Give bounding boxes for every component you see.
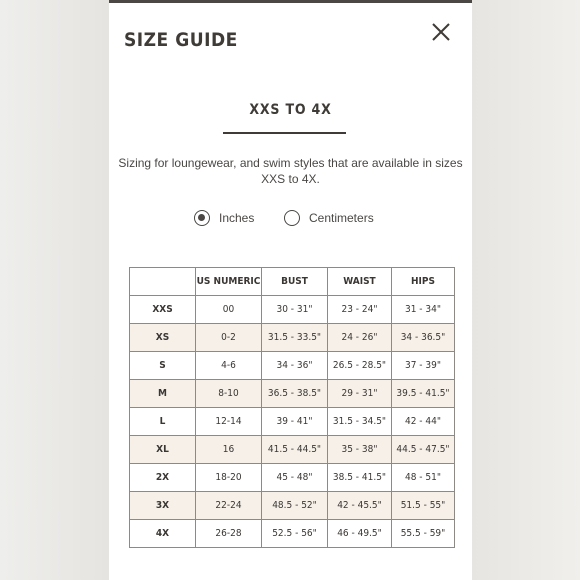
- column-header: HIPS: [392, 268, 455, 296]
- measurement-cell: 29 - 31": [328, 380, 392, 408]
- unit-option-inches[interactable]: [194, 207, 254, 229]
- measurement-cell: 39.5 - 41.5": [392, 380, 455, 408]
- measurement-cell: 45 - 48": [262, 464, 328, 492]
- radio-unchecked-icon: [284, 210, 300, 226]
- column-header: BUST: [262, 268, 328, 296]
- measurement-cell: 36.5 - 38.5": [262, 380, 328, 408]
- close-button[interactable]: [430, 21, 452, 43]
- measurement-cell: 44.5 - 47.5": [392, 436, 455, 464]
- unit-toggle: [109, 207, 472, 229]
- measurement-cell: 35 - 38": [328, 436, 392, 464]
- measurement-cell: 8-10: [196, 380, 262, 408]
- measurement-cell: 42 - 45.5": [328, 492, 392, 520]
- table-header-row: [130, 268, 455, 296]
- size-guide-modal: [109, 0, 472, 580]
- size-cell: L: [130, 408, 196, 436]
- measurement-cell: 31.5 - 33.5": [262, 324, 328, 352]
- table-row: [130, 324, 455, 352]
- measurement-cell: 39 - 41": [262, 408, 328, 436]
- size-guide-description: Sizing for loungewear, and swim styles that are available in sizes XXS to 4X.: [118, 156, 463, 186]
- size-cell: XXS: [130, 296, 196, 324]
- size-cell: XS: [130, 324, 196, 352]
- measurement-cell: 16: [196, 436, 262, 464]
- size-cell: 4X: [130, 520, 196, 548]
- size-cell: S: [130, 352, 196, 380]
- size-chart-table: [129, 267, 455, 548]
- measurement-cell: 23 - 24": [328, 296, 392, 324]
- table-body: [130, 296, 455, 548]
- table-row: [130, 352, 455, 380]
- unit-option-label: Inches: [219, 211, 255, 225]
- background-right: [472, 0, 580, 580]
- table-row: [130, 520, 455, 548]
- measurement-cell: 41.5 - 44.5": [262, 436, 328, 464]
- measurement-cell: 52.5 - 56": [262, 520, 328, 548]
- size-cell: 3X: [130, 492, 196, 520]
- column-header: WAIST: [328, 268, 392, 296]
- measurement-cell: 26.5 - 28.5": [328, 352, 392, 380]
- measurement-cell: 48.5 - 52": [262, 492, 328, 520]
- measurement-cell: 12-14: [196, 408, 262, 436]
- table-row: [130, 380, 455, 408]
- measurement-cell: 48 - 51": [392, 464, 455, 492]
- measurement-cell: 4-6: [196, 352, 262, 380]
- unit-option-label: Centimeters: [309, 211, 374, 225]
- tab-xxs-to-4x[interactable]: XXS TO 4X: [249, 102, 332, 118]
- measurement-cell: 34 - 36": [262, 352, 328, 380]
- unit-option-centimeters[interactable]: [284, 207, 374, 229]
- measurement-cell: 0-2: [196, 324, 262, 352]
- measurement-cell: 24 - 26": [328, 324, 392, 352]
- size-cell: M: [130, 380, 196, 408]
- measurement-cell: 55.5 - 59": [392, 520, 455, 548]
- table-row: [130, 492, 455, 520]
- measurement-cell: 34 - 36.5": [392, 324, 455, 352]
- tab-active-underline: [223, 132, 346, 134]
- measurement-cell: 00: [196, 296, 262, 324]
- measurement-cell: 31 - 34": [392, 296, 455, 324]
- size-cell: XL: [130, 436, 196, 464]
- close-icon: [430, 21, 452, 43]
- table-row: [130, 436, 455, 464]
- measurement-cell: 51.5 - 55": [392, 492, 455, 520]
- measurement-cell: 22-24: [196, 492, 262, 520]
- table-row: [130, 296, 455, 324]
- measurement-cell: 38.5 - 41.5": [328, 464, 392, 492]
- table-row: [130, 464, 455, 492]
- table-row: [130, 408, 455, 436]
- column-header: [130, 268, 196, 296]
- size-cell: 2X: [130, 464, 196, 492]
- measurement-cell: 42 - 44": [392, 408, 455, 436]
- measurement-cell: 31.5 - 34.5": [328, 408, 392, 436]
- measurement-cell: 26-28: [196, 520, 262, 548]
- measurement-cell: 30 - 31": [262, 296, 328, 324]
- measurement-cell: 18-20: [196, 464, 262, 492]
- radio-checked-icon: [194, 210, 210, 226]
- measurement-cell: 46 - 49.5": [328, 520, 392, 548]
- column-header: US NUMERIC: [196, 268, 262, 296]
- modal-title: SIZE GUIDE: [124, 29, 238, 51]
- background-left: [0, 0, 109, 580]
- measurement-cell: 37 - 39": [392, 352, 455, 380]
